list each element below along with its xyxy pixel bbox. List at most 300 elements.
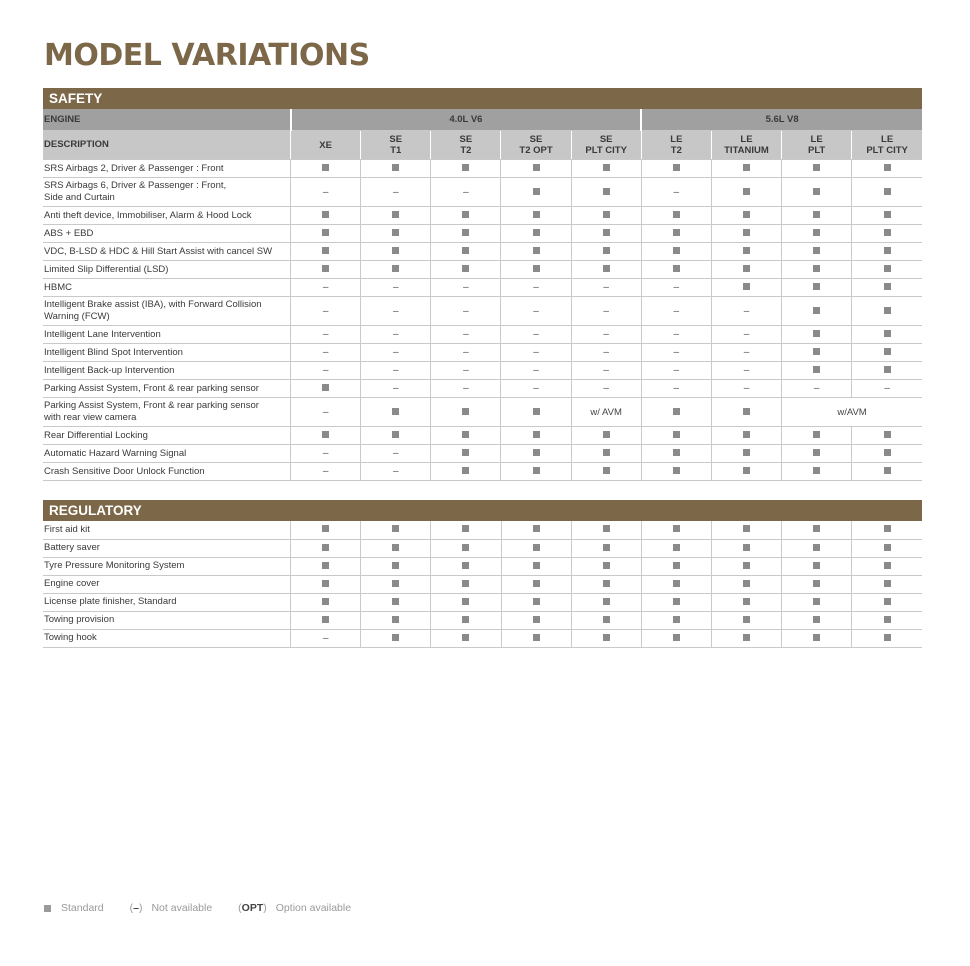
not-available-dash: – [533,365,539,376]
variant-line2: T2 [460,145,472,156]
table-cell [291,611,361,629]
standard-square-icon [392,229,399,236]
table-cell [711,380,781,398]
not-available-dash: – [673,305,680,317]
not-available-dash: – [392,282,399,293]
variant-line1: SE [389,134,403,145]
legend-standard-label: Standard [61,902,104,914]
feature-description: Parking Assist System, Front & rear parking sensor with rear view camera [43,398,291,427]
table-cell [431,225,501,243]
table-cell [501,629,571,647]
table-cell [571,261,641,279]
standard-square-icon [603,634,610,641]
standard-square-icon [743,188,750,195]
standard-square-icon [462,211,469,218]
not-available-dash: – [392,305,399,317]
engine-label: ENGINE [43,109,291,131]
table-cell [711,243,781,261]
standard-square-icon [743,164,750,171]
table-row [43,629,922,647]
table-cell [571,380,641,398]
variant-header [711,131,781,160]
table-cell [852,207,922,225]
standard-square-icon [462,544,469,551]
table-cell [361,326,431,344]
standard-square-icon [813,283,820,290]
table-row [43,557,922,575]
cell-note: w/AVM [837,406,867,418]
table-cell [361,398,431,427]
table-cell [782,178,852,207]
standard-square-icon [322,544,329,551]
table-cell [501,362,571,380]
engine-header-row [43,109,922,131]
table-cell [711,427,781,445]
standard-square-icon [462,634,469,641]
feature-description: Towing hook [43,629,291,647]
table-cell [291,521,361,539]
table-cell [291,243,361,261]
standard-square-icon [884,247,891,254]
table-cell [641,225,711,243]
standard-square-icon [462,229,469,236]
table-cell [712,557,782,575]
table-cell [782,279,852,297]
table-cell [361,539,431,557]
standard-square-icon [392,164,399,171]
standard-square-icon [884,348,891,355]
standard-square-icon [392,265,399,272]
table-cell [361,279,431,297]
standard-square-icon [673,408,680,415]
table-cell [291,539,361,557]
table-cell [641,207,711,225]
table-cell [571,225,641,243]
table-cell [361,243,431,261]
not-available-dash: – [813,383,820,394]
variant-line2: XE [319,139,332,151]
table-cell [501,445,571,463]
table-cell [501,160,571,178]
standard-square-icon [884,562,891,569]
section-title-safety: SAFETY [43,88,922,109]
standard-square-icon [462,525,469,532]
table-cell [291,380,361,398]
not-available-dash: – [392,329,399,340]
feature-description: Automatic Hazard Warning Signal [43,445,291,463]
standard-square-icon [673,431,680,438]
standard-square-icon [884,525,891,532]
table-cell [712,593,782,611]
table-cell [501,344,571,362]
table-cell [711,207,781,225]
standard-square-icon [462,247,469,254]
table-cell [641,398,711,427]
not-available-dash: – [392,186,399,198]
table-cell [712,521,782,539]
table-cell [711,463,781,481]
table-cell [782,261,852,279]
table-cell [361,611,431,629]
standard-square-icon [813,449,820,456]
standard-square-icon [673,562,680,569]
table-cell [711,160,781,178]
standard-square-icon [603,188,610,195]
standard-square-icon [462,616,469,623]
table-row [43,261,922,279]
table-cell [571,362,641,380]
table-cell [501,225,571,243]
feature-description: Battery saver [43,539,291,557]
table-cell [711,261,781,279]
table-cell [571,344,641,362]
table-cell [711,398,781,427]
standard-square-icon [884,544,891,551]
table-cell [571,593,641,611]
table-cell [361,261,431,279]
table-cell [782,521,852,539]
table-cell [852,178,922,207]
standard-square-icon [603,580,610,587]
not-available-dash: – [463,305,469,317]
table-cell [501,279,571,297]
standard-square-icon [533,580,540,587]
table-cell [501,593,571,611]
standard-square-icon [884,265,891,272]
table-cell [361,427,431,445]
standard-square-icon [44,905,51,912]
table-cell [571,279,641,297]
table-cell [852,463,922,481]
table-cell [431,629,501,647]
not-available-dash: – [322,406,329,418]
standard-square-icon [673,265,680,272]
not-available-dash: – [673,365,680,376]
table-cell [712,539,782,557]
table-cell [431,427,501,445]
feature-description: HBMC [43,279,291,297]
table-cell [571,243,641,261]
table-cell [361,521,431,539]
table-row [43,279,922,297]
standard-square-icon [743,265,750,272]
table-row [43,178,922,207]
table-cell [711,279,781,297]
table-cell [852,611,922,629]
table-cell [782,611,852,629]
legend [44,902,377,914]
table-cell [641,629,711,647]
table-cell [291,557,361,575]
variant-line2: T2 [670,145,682,156]
table-cell [852,557,922,575]
standard-square-icon [603,467,610,474]
table-cell [431,445,501,463]
table-cell [571,521,641,539]
standard-square-icon [673,449,680,456]
standard-square-icon [884,616,891,623]
standard-square-icon [603,265,610,272]
table-row [43,225,922,243]
standard-square-icon [743,467,750,474]
table-cell [782,427,852,445]
feature-description: ABS + EBD [43,225,291,243]
not-available-dash: – [392,347,399,358]
table-cell [571,557,641,575]
table-cell [571,207,641,225]
standard-square-icon [533,188,540,195]
variant-line2: PLT [807,145,826,156]
table-cell [711,225,781,243]
variant-header [501,131,571,160]
standard-square-icon [743,634,750,641]
standard-square-icon [813,211,820,218]
table-cell [641,445,711,463]
table-cell [431,380,501,398]
engine-group-0: 4.0L V6 [291,109,642,131]
variant-line1: SE [459,134,473,145]
table-row [43,575,922,593]
standard-square-icon [884,188,891,195]
table-cell [431,178,501,207]
feature-description: Parking Assist System, Front & rear parking sensor [43,380,291,398]
variant-line1: LE [670,134,683,145]
standard-square-icon [533,229,540,236]
standard-square-icon [813,307,820,314]
standard-square-icon [673,467,680,474]
standard-square-icon [813,544,820,551]
standard-square-icon [813,634,820,641]
feature-description: Intelligent Blind Spot Intervention [43,344,291,362]
standard-square-icon [533,616,540,623]
standard-square-icon [322,580,329,587]
table-cell [782,557,852,575]
table-cell [571,398,641,427]
standard-square-icon [533,164,540,171]
standard-square-icon [884,598,891,605]
standard-square-icon [392,634,399,641]
variant-header [571,131,641,160]
table-cell [641,463,711,481]
legend-opt-symbol: OPT [241,902,264,914]
standard-square-icon [813,164,820,171]
standard-square-icon [603,229,610,236]
standard-square-icon [884,634,891,641]
not-available-dash: – [533,383,539,394]
standard-square-icon [813,525,820,532]
not-available-dash: – [603,305,609,317]
table-cell [852,629,922,647]
variant-header [361,131,431,160]
not-available-dash: – [322,329,329,340]
safety-table [43,109,922,481]
table-cell [711,178,781,207]
table-cell [571,160,641,178]
table-row [43,427,922,445]
standard-square-icon [673,544,680,551]
variant-line2: PLT CITY [585,145,627,156]
not-available-dash: – [603,347,609,358]
standard-square-icon [392,247,399,254]
table-cell [431,557,501,575]
table-cell [291,362,361,380]
legend-na-label: Not available [151,902,213,914]
standard-square-icon [462,598,469,605]
standard-square-icon [884,330,891,337]
standard-square-icon [673,598,680,605]
standard-square-icon [462,580,469,587]
table-cell [431,326,501,344]
section-title-regulatory: REGULATORY [43,500,922,521]
table-row [43,344,922,362]
standard-square-icon [813,366,820,373]
table-cell [431,207,501,225]
standard-square-icon [813,188,820,195]
table-row [43,593,922,611]
variant-line1: SE [529,134,543,145]
table-cell [712,575,782,593]
table-cell [361,297,431,326]
variant-line2: TITANIUM [724,145,769,156]
table-cell [501,539,571,557]
standard-square-icon [673,229,680,236]
standard-square-icon [743,562,750,569]
table-cell [291,178,361,207]
not-available-dash: – [392,448,399,459]
standard-square-icon [322,384,329,391]
standard-square-icon [603,164,610,171]
table-cell [852,445,922,463]
table-cell [641,557,711,575]
standard-square-icon [673,634,680,641]
table-cell [291,445,361,463]
standard-square-icon [884,580,891,587]
table-cell [501,398,571,427]
not-available-dash: – [322,347,329,358]
standard-square-icon [743,229,750,236]
table-cell [571,427,641,445]
variant-line2: PLT CITY [866,145,908,156]
standard-square-icon [813,616,820,623]
table-cell [782,362,852,380]
table-cell [571,326,641,344]
standard-square-icon [462,265,469,272]
standard-square-icon [884,307,891,314]
standard-square-icon [673,580,680,587]
standard-square-icon [813,229,820,236]
standard-square-icon [743,408,750,415]
table-cell [431,160,501,178]
table-cell [501,557,571,575]
table-cell [641,611,711,629]
table-cell [571,539,641,557]
table-row [43,243,922,261]
table-cell [641,261,711,279]
not-available-dash: – [533,282,539,293]
not-available-dash: – [743,383,750,394]
not-available-dash: – [603,365,609,376]
feature-description: Tyre Pressure Monitoring System [43,557,291,575]
table-cell [782,593,852,611]
standard-square-icon [673,247,680,254]
standard-square-icon [743,283,750,290]
standard-square-icon [603,431,610,438]
standard-square-icon [813,348,820,355]
description-label: DESCRIPTION [43,131,291,160]
not-available-dash: – [463,329,469,340]
table-cell [852,593,922,611]
not-available-dash: – [463,365,469,376]
table-cell [571,178,641,207]
table-cell [501,463,571,481]
standard-square-icon [743,598,750,605]
not-available-dash: – [743,365,750,376]
table-cell [641,243,711,261]
table-row [43,539,922,557]
table-row [43,207,922,225]
standard-square-icon [533,408,540,415]
table-cell [501,380,571,398]
not-available-dash: – [322,186,329,198]
table-row [43,398,922,427]
table-cell [641,326,711,344]
not-available-dash: – [533,347,539,358]
table-cell [361,575,431,593]
not-available-dash: – [392,365,399,376]
standard-square-icon [884,229,891,236]
standard-square-icon [462,562,469,569]
table-cell [291,207,361,225]
table-cell [852,521,922,539]
not-available-dash: – [603,329,609,340]
table-cell [571,463,641,481]
standard-square-icon [533,265,540,272]
standard-square-icon [743,544,750,551]
standard-square-icon [392,408,399,415]
variant-line1: LE [740,134,753,145]
standard-square-icon [743,211,750,218]
standard-square-icon [813,330,820,337]
not-available-dash: – [463,383,469,394]
table-cell [852,261,922,279]
standard-square-icon [322,562,329,569]
standard-square-icon [533,247,540,254]
feature-description: Crash Sensitive Door Unlock Function [43,463,291,481]
table-cell [852,160,922,178]
table-cell [711,344,781,362]
standard-square-icon [603,616,610,623]
table-cell [431,611,501,629]
not-available-dash: – [743,329,750,340]
standard-square-icon [603,544,610,551]
table-cell [501,261,571,279]
table-cell [852,326,922,344]
variant-header [291,131,361,160]
standard-square-icon [533,211,540,218]
feature-description: Limited Slip Differential (LSD) [43,261,291,279]
standard-square-icon [813,247,820,254]
table-row [43,362,922,380]
table-cell [852,427,922,445]
table-row [43,463,922,481]
table-cell [711,326,781,344]
standard-square-icon [813,265,820,272]
table-cell [852,344,922,362]
legend-not-available: ( – ) Not available [129,902,213,914]
table-cell [782,297,852,326]
table-cell [641,362,711,380]
standard-square-icon [884,283,891,290]
